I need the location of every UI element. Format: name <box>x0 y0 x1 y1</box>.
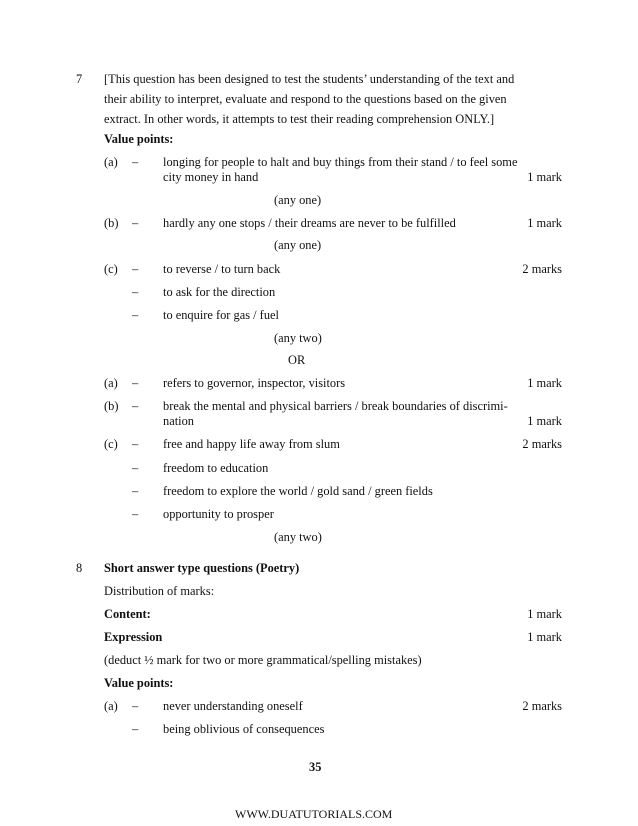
q8-value-points-label: Value points: <box>104 676 174 690</box>
q7-alt-c-item-3: opportunity to prosper <box>163 507 274 521</box>
q7-alt-a-label: (a) <box>104 376 118 390</box>
q7-alt-b-text-line-1: break the mental and physical barriers / break boundaries of discrimi- <box>163 399 508 413</box>
q7-b-marks: 1 mark <box>527 216 562 230</box>
q7-b-note: (any one) <box>274 238 322 252</box>
q7-value-points-label: Value points: <box>104 132 174 146</box>
q7-c-label: (c) <box>104 262 118 276</box>
q7-c-item-2: to enquire for gas / fuel <box>163 308 279 322</box>
q7-alt-c-marks: 2 marks <box>522 437 562 451</box>
q7-c-item-1: to ask for the direction <box>163 285 276 299</box>
question-7-number: 7 <box>76 72 83 86</box>
q8-a-text: never understanding oneself <box>163 699 303 713</box>
q7-or-separator: OR <box>288 353 306 367</box>
q7-alt-c-item-2-dash: – <box>132 484 139 498</box>
q8-a-dash: – <box>132 699 139 713</box>
q8-expression-marks: 1 mark <box>527 630 562 644</box>
q7-alt-c-note: (any two) <box>274 530 322 544</box>
q7-c-text: to reverse / to turn back <box>163 262 281 276</box>
page-number: 35 <box>309 760 322 774</box>
q8-a-marks: 2 marks <box>522 699 562 713</box>
q7-alt-b-marks: 1 mark <box>527 414 562 428</box>
q7-intro-line-1: [This question has been designed to test the students’ understanding of the text and <box>104 72 515 86</box>
q8-title: Short answer type questions (Poetry) <box>104 561 300 575</box>
q8-distribution-label: Distribution of marks: <box>104 584 215 598</box>
q7-a-marks: 1 mark <box>527 170 562 184</box>
q7-a-label: (a) <box>104 155 118 169</box>
q7-c-item-2-dash: – <box>132 308 139 322</box>
q7-alt-a-text: refers to governor, inspector, visitors <box>163 376 346 390</box>
q7-b-dash: – <box>132 216 139 230</box>
q8-content-label: Content: <box>104 607 151 621</box>
q8-content-marks: 1 mark <box>527 607 562 621</box>
q7-alt-b-label: (b) <box>104 399 119 413</box>
q7-a-note: (any one) <box>274 193 322 207</box>
q8-a-item-1-dash: – <box>132 722 139 736</box>
q7-alt-a-marks: 1 mark <box>527 376 562 390</box>
q7-alt-c-item-3-dash: – <box>132 507 139 521</box>
q8-expression-label: Expression <box>104 630 163 644</box>
q7-b-text: hardly any one stops / their dreams are never to be fulfilled <box>163 216 456 230</box>
q7-a-dash: – <box>132 155 139 169</box>
q7-b-label: (b) <box>104 216 119 230</box>
q7-alt-c-item-2: freedom to explore the world / gold sand / green fields <box>163 484 433 498</box>
q7-intro-line-3: extract. In other words, it attempts to test their reading comprehension ONLY.] <box>104 112 495 126</box>
q8-deduct-note: (deduct ½ mark for two or more grammatical/spelling mistakes) <box>104 653 422 667</box>
q7-alt-c-text: free and happy life away from slum <box>163 437 340 451</box>
q8-a-item-1: being oblivious of consequences <box>163 722 325 736</box>
q8-a-label: (a) <box>104 699 118 713</box>
q7-intro-line-2: their ability to interpret, evaluate and respond to the questions based on the given <box>104 92 507 106</box>
q7-alt-a-dash: – <box>132 376 139 390</box>
q7-alt-b-dash: – <box>132 399 139 413</box>
question-8-number: 8 <box>76 561 83 575</box>
q7-c-dash: – <box>132 262 139 276</box>
q7-c-note: (any two) <box>274 331 322 345</box>
q7-alt-b-text-line-2: nation <box>163 414 194 428</box>
q7-alt-c-label: (c) <box>104 437 118 451</box>
q7-alt-c-dash: – <box>132 437 139 451</box>
q7-a-text-line-1: longing for people to halt and buy things from their stand / to feel some <box>163 155 518 169</box>
website-footer: WWW.DUATUTORIALS.COM <box>235 807 393 821</box>
q7-alt-c-item-1: freedom to education <box>163 461 269 475</box>
q7-c-item-1-dash: – <box>132 285 139 299</box>
q7-a-text-line-2: city money in hand <box>163 170 259 184</box>
q7-alt-c-item-1-dash: – <box>132 461 139 475</box>
q7-c-marks: 2 marks <box>522 262 562 276</box>
